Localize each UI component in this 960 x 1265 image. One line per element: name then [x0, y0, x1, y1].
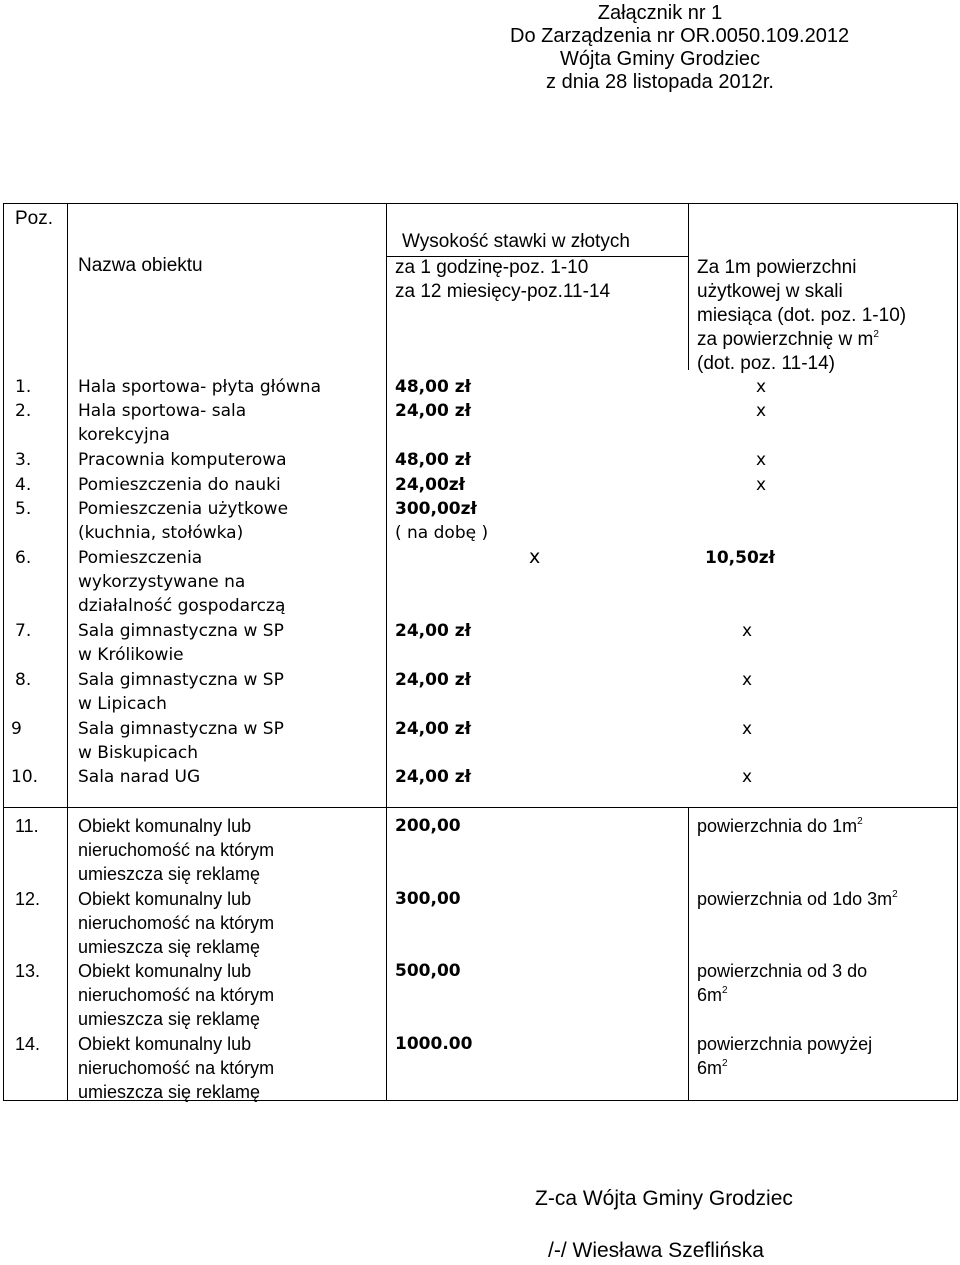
header-poz: Poz. [15, 208, 54, 229]
row-number: 6. [15, 548, 32, 568]
row-area: x [742, 767, 753, 787]
row-name: nieruchomość na którym [78, 840, 275, 860]
row-name: (kuchnia, stołówka) [78, 523, 244, 543]
row-rate: 24,00zł [395, 475, 465, 495]
row-name: nieruchomość na którym [78, 1058, 275, 1078]
row-rate: 300,00zł [395, 499, 477, 519]
row-area: x [742, 621, 753, 641]
row-name: Pomieszczenia [78, 548, 203, 568]
row-name: Sala gimnastyczna w SP [78, 670, 284, 690]
row-name: korekcyjna [78, 425, 170, 445]
row-rate: x [529, 546, 541, 568]
row-number: 3. [15, 450, 32, 470]
row-area: x [756, 377, 767, 397]
row-rate: 24,00 zł [395, 670, 471, 690]
row-area: x [756, 401, 767, 421]
row-name: Obiekt komunalny lub [78, 889, 252, 909]
row-area: x [742, 670, 753, 690]
row-name: umieszcza się reklamę [78, 864, 261, 884]
row-number: 13. [15, 961, 41, 981]
header-rate-sub2: za 12 miesięcy-poz.11-14 [395, 281, 611, 302]
row-rate: 24,00 zł [395, 719, 471, 739]
signatory-title: Z-ca Wójta Gminy Grodziec [535, 1187, 793, 1210]
document-header [510, 2, 850, 94]
row-name: Obiekt komunalny lub [78, 1034, 252, 1054]
row-number: 12. [15, 889, 41, 909]
row-rate-note: ( na dobę ) [395, 523, 489, 543]
row-name: Hala sportowa- płyta główna [78, 377, 321, 397]
rates-table [3, 203, 958, 1101]
row-name: Pomieszczenia do nauki [78, 475, 281, 495]
row-number: 11. [15, 816, 39, 836]
row-rate: 500,00 [395, 961, 461, 981]
row-name: nieruchomość na którym [78, 913, 275, 933]
order-reference: Do Zarządzenia nr OR.0050.109.2012 [510, 25, 850, 47]
row-name: Obiekt komunalny lub [78, 961, 252, 981]
row-rate: 48,00 zł [395, 450, 471, 470]
row-area: powierzchnia od 1do $3m^2$ [697, 889, 898, 909]
col-divider [688, 204, 689, 370]
row-rate: 24,00 zł [395, 621, 471, 641]
header-rate-sub1: za 1 godzinę-poz. 1-10 [395, 257, 589, 278]
row-name: nieruchomość na którym [78, 985, 275, 1005]
row-name: umieszcza się reklamę [78, 1009, 261, 1029]
row-area: x [742, 719, 753, 739]
row-name: działalność gospodarczą [78, 596, 286, 616]
row-area: x [756, 475, 767, 495]
row-area: x [756, 450, 767, 470]
col-divider [688, 807, 689, 1100]
row-area: powierzchnia od 3 do [697, 961, 868, 981]
row-number: 2. [15, 401, 32, 421]
row-area: powierzchnia powyżej [697, 1034, 873, 1054]
header-rate-title: Wysokość stawki w złotych [402, 231, 630, 252]
signatory-name: /-/ Wiesława Szeflińska [548, 1239, 764, 1262]
row-name: Pracownia komputerowa [78, 450, 287, 470]
header-name: Nazwa obiektu [78, 255, 203, 276]
row-divider [4, 807, 957, 808]
attachment-label: Załącznik nr 1 [597, 2, 723, 24]
col-divider [386, 204, 387, 1100]
row-name: Sala gimnastyczna w SP [78, 621, 284, 641]
row-name: Hala sportowa- sala [78, 401, 247, 421]
row-name: umieszcza się reklamę [78, 937, 261, 957]
issuer: Wójta Gminy Grodziec [559, 48, 761, 70]
row-rate: 200,00 [395, 816, 461, 836]
row-name: w Królikowie [78, 645, 184, 665]
row-number: 10. [11, 767, 39, 787]
row-rate: 1000.00 [395, 1034, 473, 1054]
header-area-4: za powierzchnię w $m^2$ [697, 329, 879, 350]
header-area-2: użytkowej w skali [697, 281, 843, 302]
row-number: 4. [15, 475, 32, 495]
row-number: 9 [11, 719, 22, 739]
row-number: 7. [15, 621, 32, 641]
col-divider [67, 204, 68, 1100]
row-number: 1. [15, 377, 32, 397]
row-number: 5. [15, 499, 32, 519]
row-name: umieszcza się reklamę [78, 1082, 261, 1102]
row-name: Obiekt komunalny lub [78, 816, 252, 836]
row-name: Sala gimnastyczna w SP [78, 719, 284, 739]
row-name: wykorzystywane na [78, 572, 246, 592]
row-rate: 24,00 zł [395, 401, 471, 421]
row-rate: 300,00 [395, 889, 461, 909]
row-area: powierzchnia do $1m^2$ [697, 816, 863, 836]
row-number: 14. [15, 1034, 41, 1054]
issue-date: z dnia 28 listopada 2012r. [546, 71, 774, 93]
header-area-5: (dot. poz. 11-14) [697, 353, 836, 374]
header-area-3: miesiąca (dot. poz. 1-10) [697, 305, 907, 326]
header-area-1: Za 1m powierzchni [697, 257, 857, 278]
row-number: 8. [15, 670, 32, 690]
row-name: w Biskupicach [78, 743, 199, 763]
row-name: Pomieszczenia użytkowe [78, 499, 289, 519]
row-rate: 24,00 zł [395, 767, 471, 787]
row-area: 10,50zł [705, 548, 775, 568]
row-area-unit: $6m^2$ [697, 1058, 728, 1078]
row-area-unit: $6m^2$ [697, 985, 728, 1005]
row-name: w Lipicach [78, 694, 167, 714]
row-rate: 48,00 zł [395, 377, 471, 397]
row-name: Sala narad UG [78, 767, 201, 787]
